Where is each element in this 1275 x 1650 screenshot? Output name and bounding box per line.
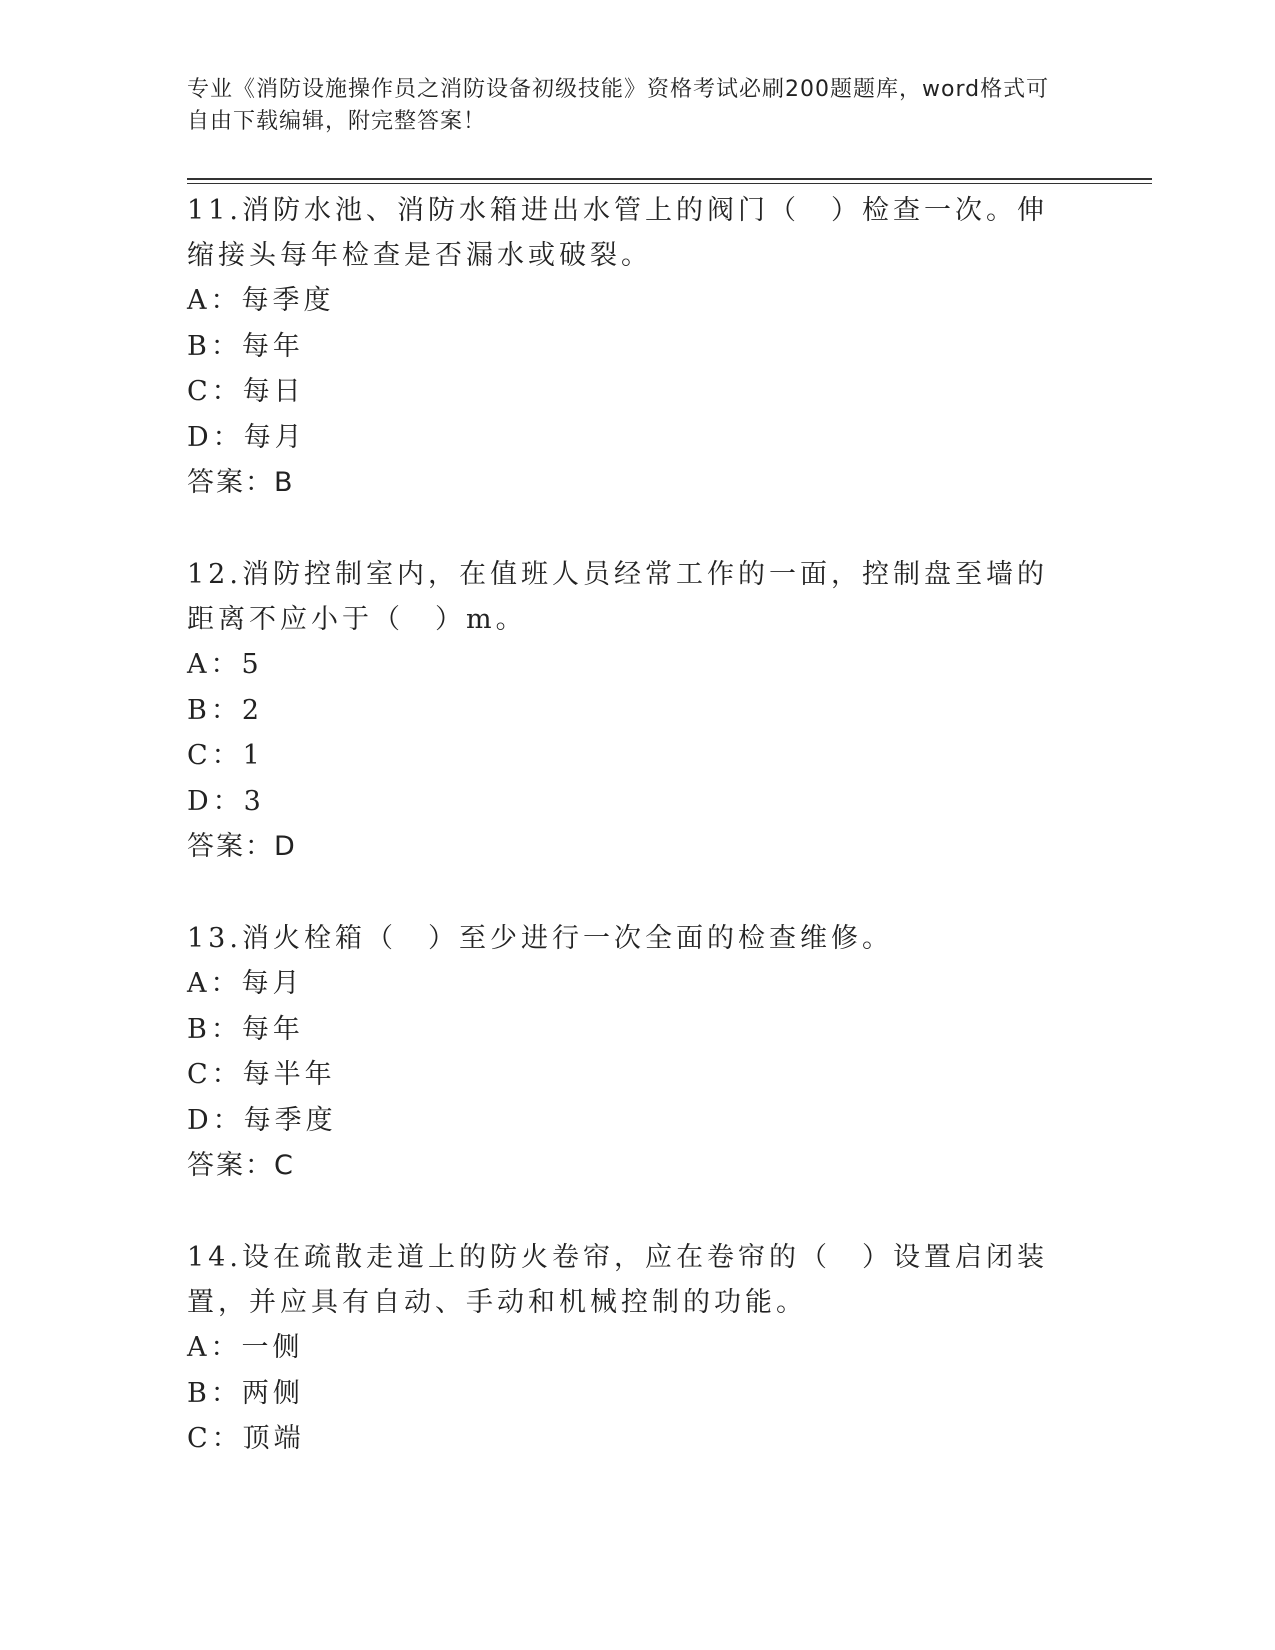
- header-divider-thin: [187, 183, 1152, 184]
- question-12: [187, 552, 1077, 870]
- option-a: A：一侧: [187, 1332, 304, 1363]
- question-14: [187, 1235, 1077, 1462]
- option-a: A：每季度: [187, 285, 335, 316]
- question-13: [187, 916, 1077, 1189]
- question-list: [187, 188, 1077, 1508]
- question-11: [187, 188, 1077, 506]
- option-c: C：每半年: [187, 1059, 336, 1090]
- option-b: B：两侧: [187, 1377, 304, 1409]
- option-a: A：5: [187, 649, 263, 680]
- question-stem: 13.消火栓箱（ ）至少进行一次全面的检查维修。: [187, 923, 893, 954]
- option-a: A：每月: [187, 968, 304, 999]
- header-divider: [187, 178, 1152, 180]
- answer-line: 答案：D: [187, 831, 297, 862]
- answer-line: 答案：B: [187, 467, 295, 498]
- option-d: D：3: [187, 785, 265, 817]
- option-c: C：每日: [187, 376, 305, 407]
- option-c: C：顶端: [187, 1423, 305, 1454]
- option-c: C：1: [187, 740, 264, 771]
- question-stem: 12.消防控制室内，在值班人员经常工作的一面，控制盘至墙的距离不应小于（ ）m。: [187, 559, 1048, 635]
- document-header: 专业《消防设施操作员之消防设备初级技能》资格考试必刷200题题库，word格式可自由下载编辑，附完整答案！: [187, 77, 1050, 134]
- option-d: D：每月: [187, 421, 306, 453]
- option-d: D：每季度: [187, 1104, 337, 1136]
- question-stem: 11.消防水池、消防水箱进出水管上的阀门（ ）检查一次。伸缩接头每年检查是否漏水或破裂。: [187, 195, 1048, 271]
- option-b: B：每年: [187, 330, 304, 362]
- option-b: B：2: [187, 694, 264, 726]
- question-stem: 14.设在疏散走道上的防火卷帘，应在卷帘的（ ）设置启闭装置，并应具有自动、手动和机械控制的功能。: [187, 1242, 1048, 1318]
- option-b: B：每年: [187, 1013, 304, 1045]
- answer-line: 答案：C: [187, 1150, 295, 1181]
